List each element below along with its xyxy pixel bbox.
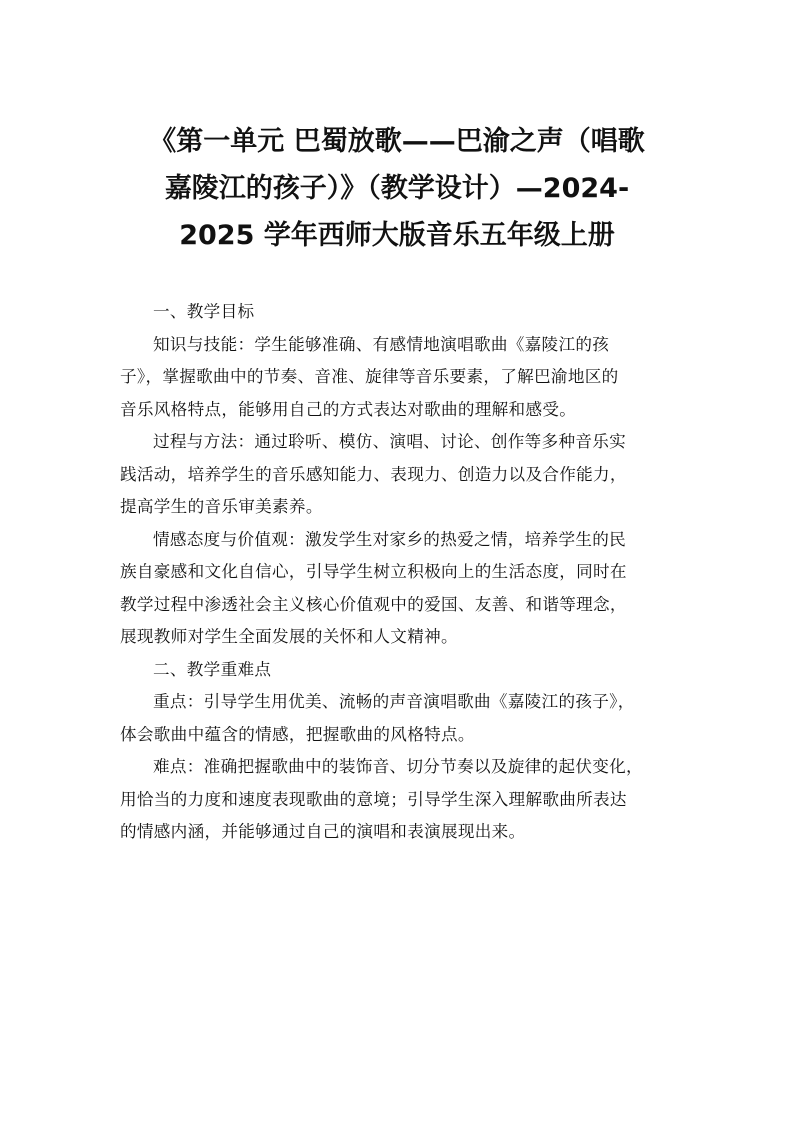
paragraph-line: 体会歌曲中蕴含的情感，把握歌曲的风格特点。 <box>120 724 475 744</box>
paragraph-line: 族自豪感和文化自信心，引导学生树立积极向上的生活态度，同时在 <box>120 562 627 581</box>
paragraph-line: 难点：准确把握歌曲中的装饰音、切分节奏以及旋律的起伏变化， <box>153 757 643 776</box>
paragraph-line: 子》，掌握歌曲中的节奏、音准、旋律等音乐要素，了解巴渝地区的 <box>120 367 619 386</box>
paragraph-line: 教学过程中渗透社会主义核心价值观中的爱国、友善、和谐等理念， <box>120 594 627 614</box>
section-heading-objectives: 一、教学目标 <box>153 302 255 321</box>
paragraph-line: 的情感内涵，并能够通过自己的演唱和表演展现出来。 <box>120 822 526 841</box>
title-line: 《第一单元 巴蜀放歌——巴渝之声（唱歌 <box>149 126 645 157</box>
paragraph-key-points <box>120 686 676 751</box>
title-line: 嘉陵江的孩子）》（教学设计）—2024- <box>164 173 630 204</box>
document-body <box>120 296 676 849</box>
paragraph-line: 重点：引导学生用优美、流畅的声音演唱歌曲《嘉陵江的孩子》， <box>153 692 635 711</box>
paragraph-difficult-points <box>120 751 676 849</box>
paragraph-line: 展现教师对学生全面发展的关怀和人文精神。 <box>120 627 458 646</box>
paragraph-process-methods <box>120 426 676 524</box>
paragraph-attitude-values <box>120 524 676 654</box>
paragraph-line: 情感态度与价值观：激发学生对家乡的热爱之情，培养学生的民 <box>153 529 627 549</box>
paragraph-line: 用恰当的力度和速度表现歌曲的意境；引导学生深入理解歌曲所表达 <box>120 789 627 809</box>
paragraph-knowledge-skills <box>120 329 676 427</box>
title-line: 2025 学年西师大版音乐五年级上册 <box>179 220 615 251</box>
paragraph-line: 过程与方法：通过聆听、模仿、演唱、讨论、创作等多种音乐实 <box>153 432 627 451</box>
paragraph-line: 知识与技能：学生能够准确、有感情地演唱歌曲《嘉陵江的孩 <box>153 334 610 354</box>
document-title <box>100 118 694 259</box>
paragraph-line: 践活动，培养学生的音乐感知能力、表现力、创造力以及合作能力， <box>120 464 627 484</box>
paragraph-line: 音乐风格特点，能够用自己的方式表达对歌曲的理解和感受。 <box>120 399 577 419</box>
section-heading-key-difficult-points: 二、教学重难点 <box>153 659 272 679</box>
paragraph-line: 提高学生的音乐审美素养。 <box>120 497 323 516</box>
